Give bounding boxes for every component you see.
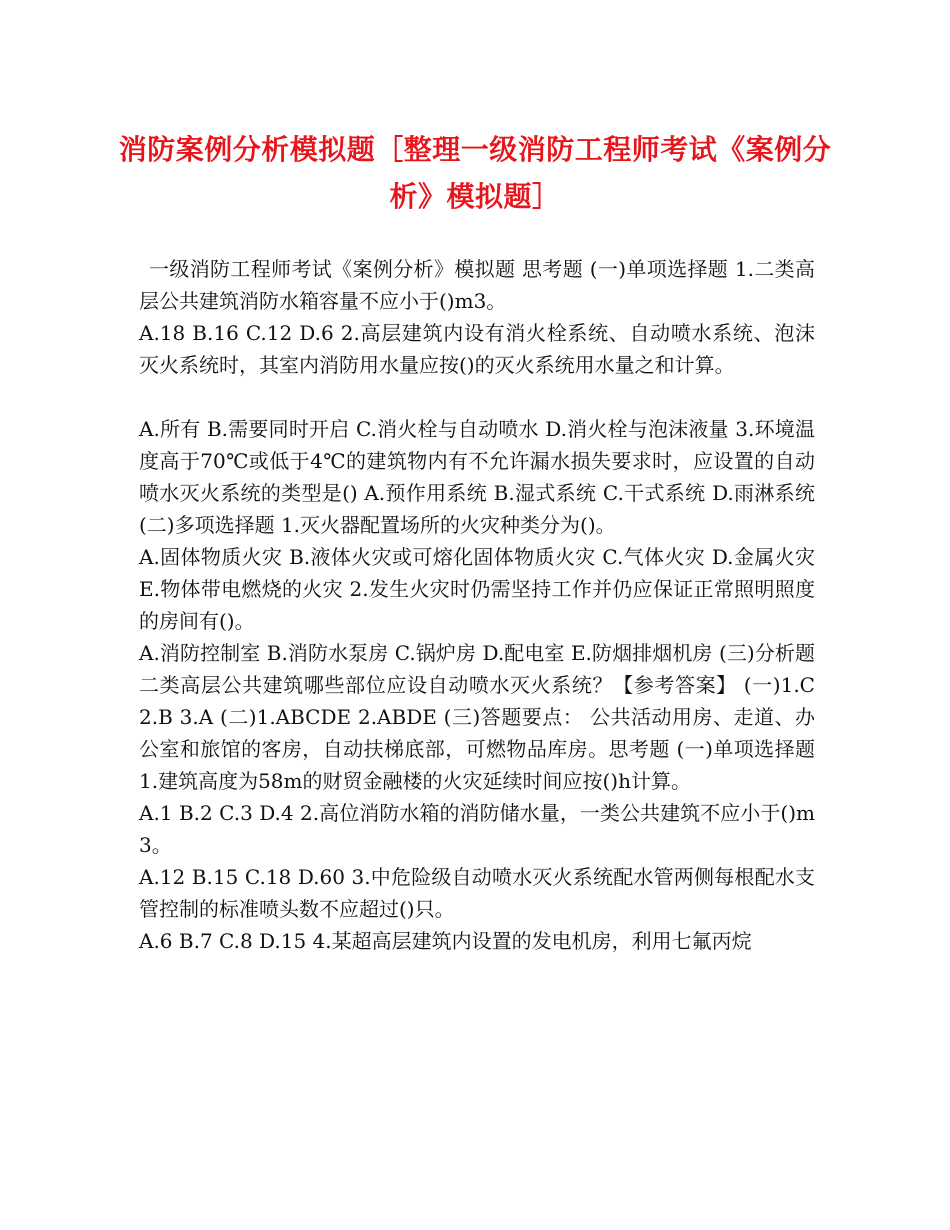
paragraph-2: A.18 B.16 C.12 D.6 2.高层建筑内设有消火栓系统、自动喷水系统、泡沫灭火系统时，其室内消防用水量应按()的灭火系统用水量之和计算。 <box>139 321 815 377</box>
document-title: 消防案例分析模拟题［整理一级消防工程师考试《案例分析》模拟题］ <box>118 133 832 213</box>
paragraph-8: A.6 B.7 C.8 D.15 4.某超高层建筑内设置的发电机房，利用七氟丙烷 <box>139 929 752 953</box>
paragraph-5: A.消防控制室 B.消防水泵房 C.锅炉房 D.配电室 E.防烟排烟机房 (三)分析题 二类高层公共建筑哪些部位应设自动喷水灭火系统？【参考答案】 (一)1.C 2.B 3.A (二)1.ABCDE 2.ABDE (三)答题要点： 公共活动用房、走道、办公室和旅馆的客房，自动扶梯底部，可燃物品库房。思考题 (一)单项选择题 1.建筑高度为58m的财贸金融楼的火灾延续时间应按()h计算。 <box>139 641 815 793</box>
paragraph-4: A.固体物质火灾 B.液体火灾或可熔化固体物质火灾 C.气体火灾 D.金属火灾 E.物体带电燃烧的火灾 2.发生火灾时仍需坚持工作并仍应保证正常照明照度的房间有()。 <box>139 545 815 633</box>
paragraph-1: 一级消防工程师考试《案例分析》模拟题 思考题 (一)单项选择题 1.二类高层公共建筑消防水箱容量不应小于()m3。 <box>139 257 815 313</box>
paragraph-7: A.12 B.15 C.18 D.60 3.中危险级自动喷水灭火系统配水管两侧每根配水支管控制的标准喷头数不应超过()只。 <box>139 865 815 921</box>
paragraph-6: A.1 B.2 C.3 D.4 2.高位消防水箱的消防储水量，一类公共建筑不应小于()m3。 <box>139 801 815 857</box>
paragraph-3: A.所有 B.需要同时开启 C.消火栓与自动喷水 D.消火栓与泡沫液量 3.环境温度高于70℃或低于4℃的建筑物内有不允许漏水损失要求时，应设置的自动喷水灭火系统的类型是() A.预作用系统 B.湿式系统 C.干式系统 D.雨淋系统 (二)多项选择题 1.灭火器配置场所的火灾种类分为()。 <box>139 417 815 537</box>
document-body <box>139 253 815 957</box>
